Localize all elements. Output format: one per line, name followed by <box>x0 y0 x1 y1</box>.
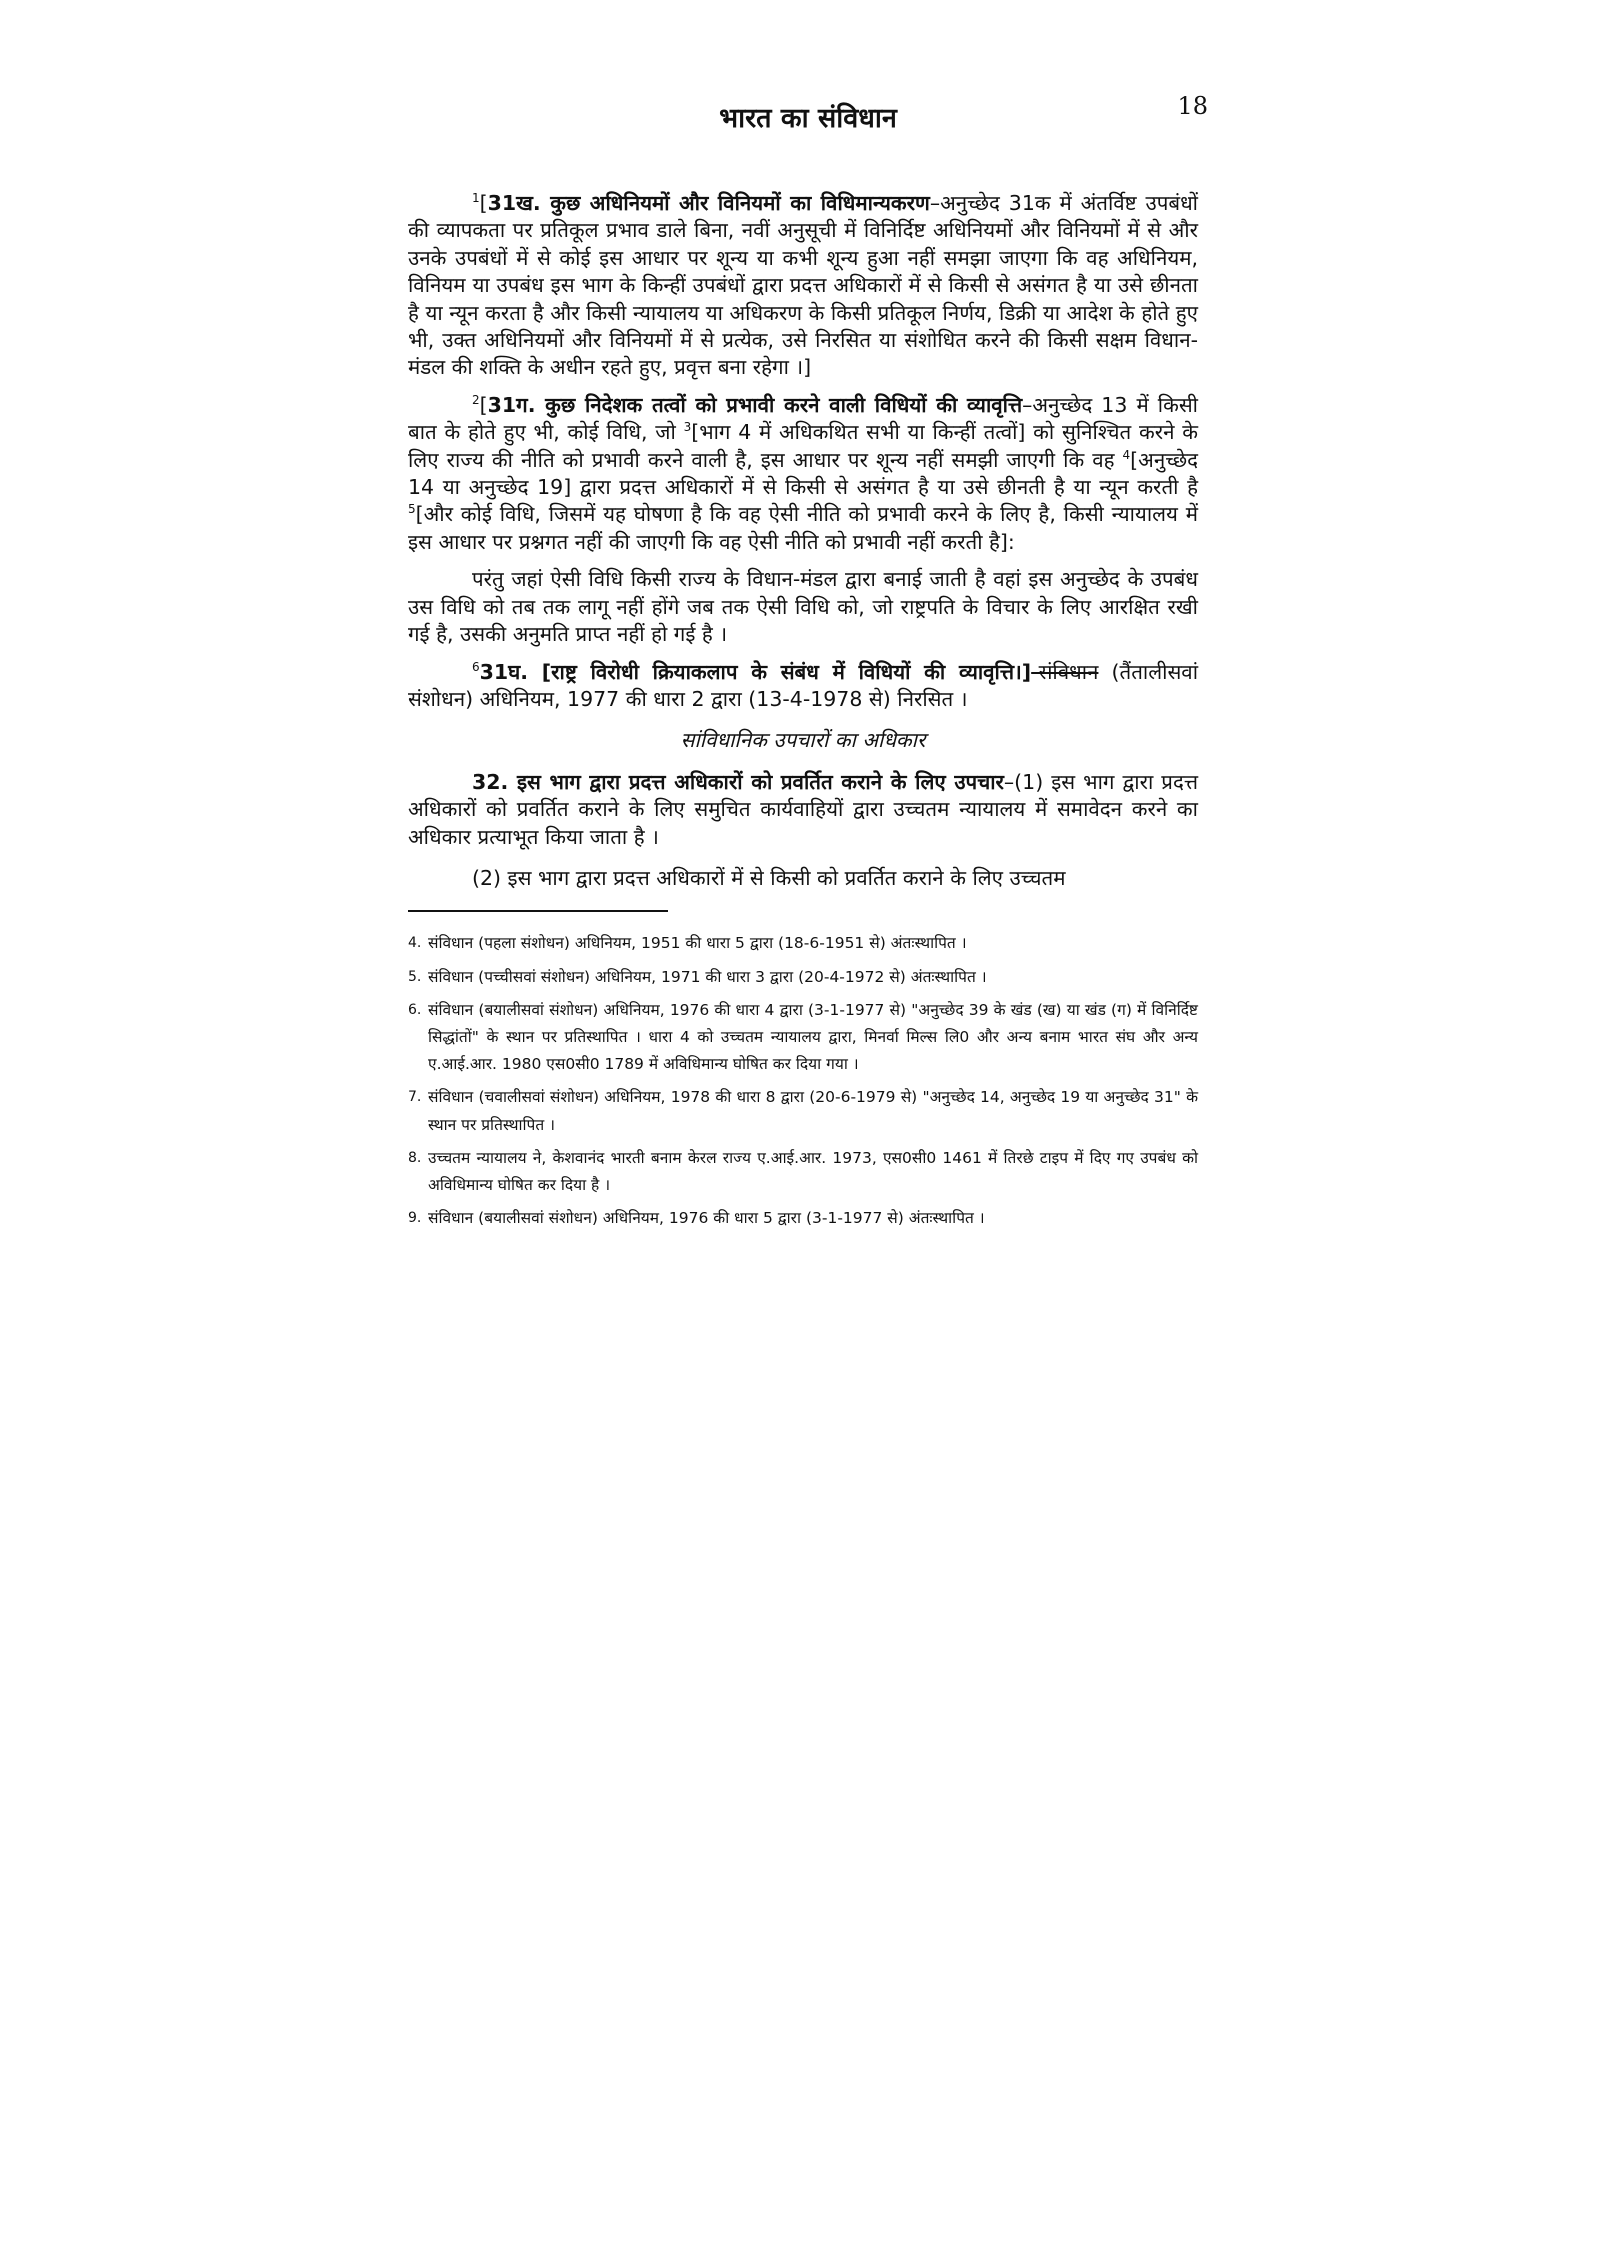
article-32-clause-2: (2) इस भाग द्वारा प्रदत्त अधिकारों में से किसी को प्रवर्तित कराने के लिए उच्चतम <box>472 865 1066 890</box>
section-sub-heading: सांविधानिक उपचारों का अधिकार <box>680 728 926 753</box>
article-heading: 31घ. [राष्ट्र विरोधी क्रियाकलाप के संबंध में विधियों की व्यावृत्ति।] <box>479 659 1032 684</box>
footnote-text: संविधान (बयालीसवां संशोधन) अधिनियम, 1976 की धारा 5 द्वारा (3-1-1977 से) अंतःस्थापित । <box>428 1209 985 1228</box>
proviso: परंतु जहां ऐसी विधि किसी राज्य के विधान-मंडल द्वारा बनाई जाती है वहां इस अनुच्छेद के उपबंध उस विधि को तब तक लागू नहीं होंगे जब तक ऐसी विधि को, जो राष्ट्रपति के विचार के लिए आरक्षित रखी गई है, उसकी अनुमति प्राप्त नहीं हो गई है । <box>408 567 1198 647</box>
footnote-text: संविधान (चवालीसवां संशोधन) अधिनियम, 1978 की धारा 8 द्वारा (20-6-1979 से) "अनुच्छेद 14, अनुच्छेद 19 या अनुच्छेद 31" के स्थान पर प्रतिस्थापित । <box>428 1088 1198 1134</box>
footnote-number: 5. <box>408 968 422 985</box>
footnote-marker: 4 <box>1122 447 1131 462</box>
article-31c <box>408 392 1198 556</box>
article-heading: 31ख. कुछ अधिनियमों और विनियमों का विधिमान्यकरण <box>487 191 930 215</box>
article-text: –अनुच्छेद 31क में अंतर्विष्ट उपबंधों की व्यापकता पर प्रतिकूल प्रभाव डाले बिना, नवीं अनुसूची में विनिर्दिष्ट अधिनियमों और विनियमों में से और उनके उपबंधों में से कोई इस आधार पर शून्य या कभी शून्य हुआ नहीं समझा जाएगा कि वह अधिनियम, विनियम या उपबंध इस भाग के किन्हीं उपबंधों द्वारा प्रदत्त अधिकारों में से किसी से असंगत है या उसे छीनता है या न्यून करता है और किसी न्यायालय या अधिकरण के किसी प्रतिकूल निर्णय, डिक्री या आदेश के होते हुए भी, उक्त अधिनियमों और विनियमों में से प्रत्येक, उसे निरसित या संशोधित करने की किसी सक्षम विधान-मंडल की शक्ति के अधीन रहते हुए, प्रवृत्त बना रहेगा ।] <box>408 191 1198 380</box>
footnote-marker: 1 <box>472 191 480 206</box>
footnote-marker: 5 <box>408 502 416 517</box>
page-title: भारत का संविधान <box>719 103 897 134</box>
article-text: (तैंतालीसवां संशोधन) अधिनियम, 1977 की धारा 2 द्वारा (13-4-1978 से) निरसित । <box>408 659 1199 711</box>
bracket-open: [ <box>479 191 488 215</box>
page-header <box>408 92 1208 142</box>
footnote-item <box>408 964 1198 991</box>
footnote-item <box>408 1145 1198 1199</box>
article-heading: 32. इस भाग द्वारा प्रदत्त अधिकारों को प्रवर्तित कराने के लिए उपचार <box>472 769 1004 794</box>
article-text-part: [अनुच्छेद 14 या अनुच्छेद 19] द्वारा प्रदत्त अधिकारों में से किसी से असंगत है या उसे छीनती है या न्यून करती है <box>408 447 1198 500</box>
bracket-open: [ <box>479 392 488 417</box>
footnote-text: उच्चतम न्यायालय ने, केशवानंद भारती बनाम केरल राज्य ए.आई.आर. 1973, एस0सी0 1461 में तिरछे टाइप में दिए गए उपबंध को अविधिमान्य घोषित कर दिया है । <box>428 1148 1198 1194</box>
article-text-part: –अनुच्छेद 13 में किसी बात के होते हुए भी, कोई विधि, जो <box>408 392 1198 445</box>
footnote-number: 4. <box>408 935 422 952</box>
article-text: –(1) इस भाग द्वारा प्रदत्त अधिकारों को प्रवर्तित कराने के लिए समुचित कार्यवाहियों द्वारा उच्चतम न्यायालय में समावेदन करने का अधिकार प्रत्याभूत किया जाता है । <box>408 769 1198 849</box>
document-body <box>408 190 1198 1238</box>
article-text-part: [और कोई विधि, जिसमें यह घोषणा है कि वह ऐसी नीति को प्रभावी करने के लिए है, किसी न्यायालय में इस आधार पर प्रश्नगत नहीं की जाएगी कि वह ऐसी नीति को प्रभावी नहीं करती है]: <box>408 502 1198 554</box>
article-heading: 31ग. कुछ निदेशक तत्वों को प्रभावी करने वाली विधियों की व्यावृत्ति <box>487 392 1023 417</box>
article-32-clause-1 <box>408 769 1198 851</box>
footnote-item <box>408 930 1198 957</box>
footnote-marker: 3 <box>683 420 692 435</box>
article-31d <box>408 659 1198 714</box>
footnote-number: 6. <box>408 1001 422 1018</box>
footnote-text: संविधान (पच्चीसवां संशोधन) अधिनियम, 1971 की धारा 3 द्वारा (20-4-1972 से) अंतःस्थापित । <box>428 967 987 986</box>
footnotes <box>408 930 1198 1232</box>
struck-text: -संविधान <box>1031 659 1099 684</box>
article-text-part: [भाग 4 में अधिकथित सभी या किन्हीं तत्वों] को सुनिश्चित करने के लिए राज्य की नीति को प्रभावी करने वाली है, इस आधार पर शून्य नहीं समझी जाएगी कि वह <box>408 420 1198 472</box>
footnote-marker: 2 <box>472 393 480 408</box>
footnote-text: संविधान (बयालीसवां संशोधन) अधिनियम, 1976 की धारा 4 द्वारा (3-1-1977 से) "अनुच्छेद 39 के खंड (ख) या खंड (ग) में विनिर्दिष्ट सिद्धांतों" के स्थान पर प्रतिस्थापित । धारा 4 को उच्चतम न्यायालय द्वारा, मिनर्वा मिल्स लि0 और अन्य बनाम भारत संघ और अन्य ए.आई.आर. 1980 एस0सी0 1789 में अविधिमान्य घोषित कर दिया गया । <box>428 1000 1198 1074</box>
footnote-divider <box>408 910 668 912</box>
page-number: 18 <box>1177 92 1208 120</box>
footnote-number: 9. <box>408 1210 422 1227</box>
footnote-item <box>408 1084 1198 1138</box>
footnote-number: 8. <box>408 1149 422 1166</box>
footnote-item <box>408 997 1198 1079</box>
footnote-item <box>408 1205 1198 1232</box>
article-31b <box>408 190 1198 382</box>
footnote-number: 7. <box>408 1089 422 1106</box>
footnote-text: संविधान (पहला संशोधन) अधिनियम, 1951 की धारा 5 द्वारा (18-6-1951 से) अंतःस्थापित । <box>428 934 967 953</box>
footnote-marker: 6 <box>472 659 480 674</box>
